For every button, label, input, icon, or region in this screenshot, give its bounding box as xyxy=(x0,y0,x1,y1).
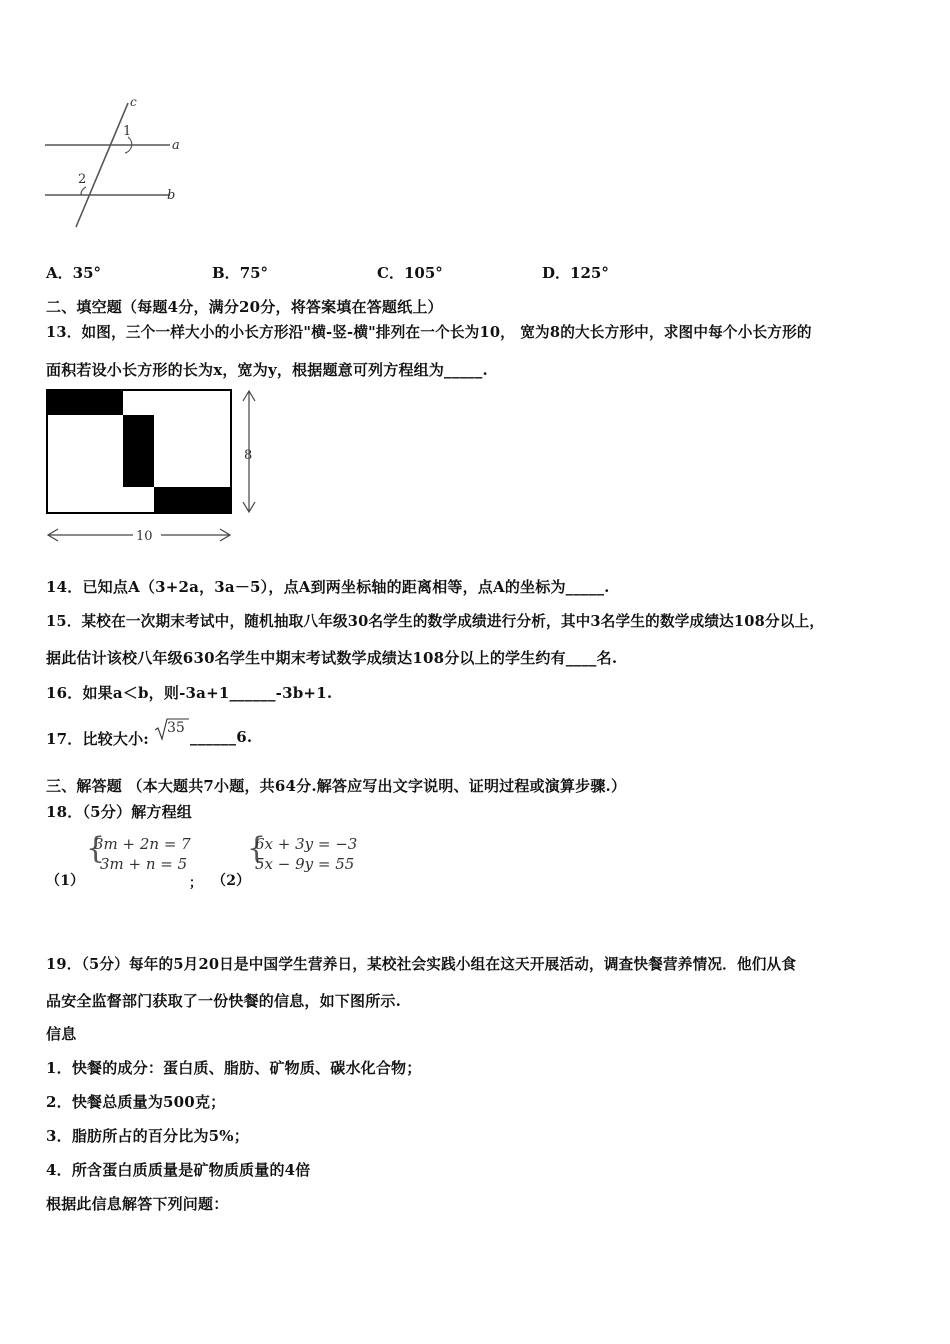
option-a-value: 35° xyxy=(72,264,102,282)
label-b: b xyxy=(167,188,176,203)
small-rect-middle xyxy=(123,415,154,487)
label-2: 2 xyxy=(78,172,87,187)
transversal-c xyxy=(76,103,128,227)
sys2-brace: { xyxy=(247,831,267,866)
small-rect-bottom xyxy=(154,487,230,512)
label-c: c xyxy=(130,95,137,109)
sys1-brace: { xyxy=(86,831,106,866)
q14: 14．已知点A（3+2a，3a－5），点A到两坐标轴的距离相等，点A的坐标为_____. xyxy=(46,578,610,596)
q18-part2-label: （2） xyxy=(212,873,251,889)
q15-line2: 据此估计该校八年级630名学生中期末考试数学成绩达108分以上的学生约有____名. xyxy=(46,649,618,667)
option-c xyxy=(377,262,443,283)
q17-prefix: 17．比较大小: xyxy=(46,730,150,748)
q17-radicand: 35 xyxy=(167,720,185,736)
option-d xyxy=(542,262,609,283)
q19-info-title: 信息 xyxy=(46,1025,77,1043)
sys2-eq1: 6x + 3y = −3 xyxy=(255,835,358,853)
q19-info-item-3: 3．脂肪所占的百分比为5%； xyxy=(46,1127,249,1145)
option-b xyxy=(212,262,268,283)
q18-separator: ； xyxy=(189,876,203,891)
q19-info-item-4: 4．所含蛋白质质量是矿物质质量的4倍 xyxy=(46,1161,311,1179)
q18-part1-label: （1） xyxy=(46,873,85,889)
height-label: 8 xyxy=(244,448,253,463)
q15-line1: 15．某校在一次期末考试中，随机抽取八年级30名学生的数学成绩进行分析，其中3名学生的数学成绩达108分以上， xyxy=(46,613,825,630)
q19-line1: 19．（5分）每年的5月20日是中国学生营养日，某校社会实践小组在这天开展活动，调查快餐营养情况．他们从食 xyxy=(46,956,797,973)
label-a: a xyxy=(172,138,180,153)
q13-line2: 面积若设小长方形的长为x，宽为y，根据题意可列方程组为_____. xyxy=(46,361,488,379)
option-d-value: 125° xyxy=(570,264,609,282)
sys2-eq2: 5x − 9y = 55 xyxy=(255,855,355,873)
q19-closing: 根据此信息解答下列问题： xyxy=(46,1195,229,1213)
section2-heading: 二、填空题（每题4分，满分20分，将答案填在答题纸上） xyxy=(46,298,443,316)
option-c-letter: C． xyxy=(377,264,404,282)
q19-info-item-2: 2．快餐总质量为500克； xyxy=(46,1093,226,1111)
option-b-value: 75° xyxy=(239,264,269,282)
width-label: 10 xyxy=(136,529,153,544)
q17-suffix: ______6. xyxy=(190,728,253,746)
q13-line1: 13．如图，三个一样大小的小长方形沿"横-竖-横"排列在一个长为10， 宽为8的大长方形中，求图中每个小长方形的 xyxy=(46,324,812,341)
option-a xyxy=(46,262,101,283)
sys1-eq2: 3m + n = 5 xyxy=(100,855,188,873)
q17 xyxy=(46,728,149,749)
label-1: 1 xyxy=(123,124,132,139)
section3-heading: 三、解答题 （本大题共7小题，共64分.解答应写出文字说明、证明过程或演算步骤.） xyxy=(46,777,627,795)
q19-line2: 品安全监督部门获取了一份快餐的信息，如下图所示. xyxy=(46,992,402,1010)
sys1-eq1: 3m + 2n = 7 xyxy=(94,835,191,853)
q16: 16．如果a＜b，则-3a+1______-3b+1. xyxy=(46,684,333,702)
option-d-letter: D． xyxy=(542,264,571,282)
q19-info-item-1: 1．快餐的成分：蛋白质、脂肪、矿物质、碳水化合物； xyxy=(46,1059,422,1077)
q18-title: 18．（5分）解方程组 xyxy=(46,803,193,821)
option-b-letter: B． xyxy=(212,264,240,282)
option-a-letter: A． xyxy=(46,264,73,282)
rectangle-figure xyxy=(40,385,270,550)
small-rect-top xyxy=(48,391,123,415)
parallel-lines-figure xyxy=(40,95,200,235)
angle-2-arc xyxy=(81,187,86,195)
option-c-value: 105° xyxy=(403,264,443,282)
